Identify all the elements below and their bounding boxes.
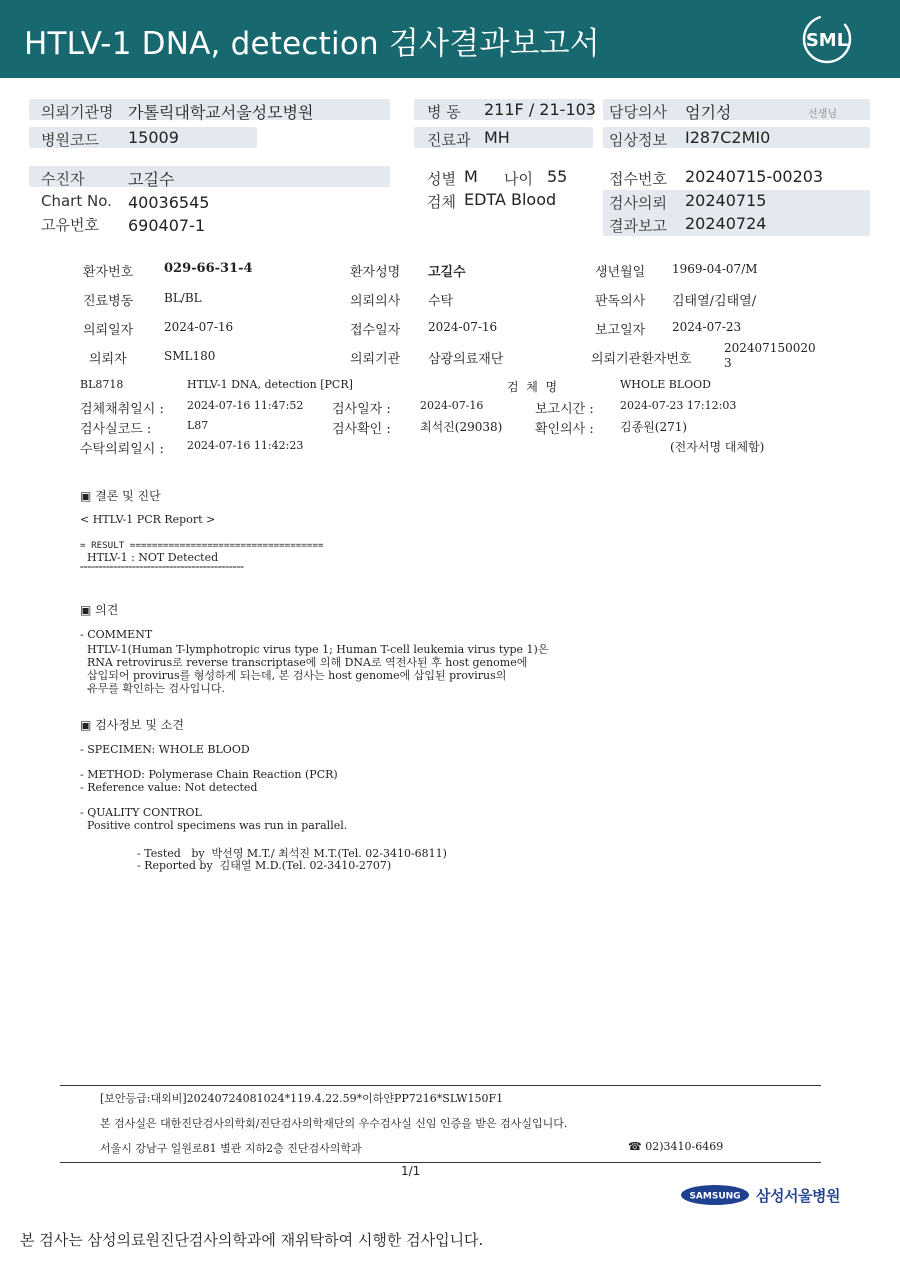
collect-value: 2024-07-16 11:47:52 [187,399,304,412]
qc-line-0: - QUALITY CONTROL [80,806,202,819]
dept-value: MH [484,128,510,147]
requesting-doctor-label: 의뢰의사 [350,294,401,309]
report-title: HTLV-1 DNA, detection 검사결과보고서 [24,26,600,62]
result-line-3: ============================================ [80,564,244,571]
bottom-note: 본 검사는 삼성의료원진단검사의학과에 재위탁하여 시행한 검사입니다. [20,1231,484,1249]
certification-line: 본 검사실은 대한진단검사의학회/진단검사의학재단의 우수검사실 신임 인증을 받은 검사실입니다. [100,1117,568,1130]
uid-value: 690407-1 [128,216,206,235]
comment-line-4: 유무를 확인하는 검사입니다. [80,682,225,695]
inst-patient-no-value-cont: 3 [724,356,732,370]
request-label: 검사의뢰 [609,194,667,212]
request-value: 20240715 [685,191,767,210]
result-line-1: = RESULT =================================== [80,540,324,551]
phone-line: ☎ 02)3410-6469 [628,1140,724,1153]
sex-value: M [464,167,478,186]
report-date-label: 보고일자 [595,323,646,338]
specimen-value: EDTA Blood [464,190,557,209]
institution-value: 가톨릭대학교서울성모병원 [128,103,314,122]
footer-rule-bottom [60,1162,821,1163]
specimen-name-label: 검 체 명 [507,380,558,394]
reported-by-line: - Reported by 김태열 M.D.(Tel. 02-3410-2707) [137,859,392,872]
clinical-label: 임상정보 [609,131,667,149]
receipt-label: 접수번호 [609,170,667,188]
inst-patient-no-value: 202407150020 [724,341,816,355]
doctor-label: 담당의사 [609,103,667,121]
tested-by-line: - Tested by 박선영 M.T./ 최석진 M.T.(Tel. 02-3410-6811) [137,847,447,860]
ward-label: 병 동 [427,103,461,121]
reading-doctor-label: 판독의사 [595,294,646,309]
ward-dept-label: 진료병동 [83,294,134,309]
hospital-code-value: 15009 [128,128,179,147]
requesting-inst-label: 의뢰기관 [350,352,401,367]
qc-line-1: Positive control specimens was run in parallel. [80,819,348,832]
comment-line-1: HTLV-1(Human T-lymphotropic virus type 1; Human T-cell leukemia virus type 1)은 [80,643,549,656]
reporttime-value: 2024-07-23 17:12:03 [620,399,737,412]
reading-doctor-value: 김태열/김태열/ [672,294,757,309]
test-name: HTLV-1 DNA, detection [PCR] [187,378,353,391]
doctor-value: 엄기성 [685,103,732,122]
svg-text:SML: SML [805,30,849,51]
receipt-value: 20240715-00203 [685,167,824,186]
address-line: 서울시 강남구 일원로81 별관 지하2층 진단검사의학과 [100,1142,362,1155]
testdate-label: 검사일자 : [332,402,391,417]
svg-text:SAMSUNG: SAMSUNG [689,1191,741,1202]
method-line-1: - Reference value: Not detected [80,781,258,794]
dept-label: 진료과 [427,131,471,149]
testdate-value: 2024-07-16 [420,399,484,412]
receipt-date-value: 2024-07-16 [428,320,498,334]
birth-label: 생년월일 [595,265,646,280]
patient-no-value: 029-66-31-4 [164,261,253,276]
request-date-value: 2024-07-16 [164,320,234,334]
comment-title: ▣ 의견 [80,603,119,617]
sml-logo-icon [798,13,856,65]
confirm-value: 최석진(29038) [420,420,503,434]
samsung-logo-icon [680,1183,750,1207]
pcr-report-title: < HTLV-1 PCR Report > [80,513,216,526]
doctor-suffix: 선생님 [808,109,837,120]
age-label: 나이 [504,170,533,188]
institution-label: 의뢰기관명 [41,103,114,121]
verify-value: 김종원(271) [620,420,688,434]
patient-value: 고길수 [128,170,175,189]
lab-code-value: L87 [187,419,209,432]
ward-dept-value: BL/BL [164,291,202,305]
chart-label: Chart No. [41,192,112,210]
test-info-title: ▣ 검사정보 및 소견 [80,718,184,732]
comment-line-0: - COMMENT [80,628,153,641]
report-value: 20240724 [685,214,767,233]
patient-name-label: 환자성명 [350,265,401,280]
specimen-line: - SPECIMEN: WHOLE BLOOD [80,743,250,756]
birth-value: 1969-04-07/M [672,262,758,276]
security-line: [보안등급:대외비]20240724081024*119.4.22.59*이하얀PP7216*SLW150F1 [100,1092,504,1105]
report-label: 결과보고 [609,217,667,235]
conclusion-title: ▣ 결론 및 진단 [80,489,161,503]
esign-note: (전자서명 대체함) [670,440,765,454]
uid-label: 고유번호 [41,216,99,234]
comment-line-3: 삽입되어 provirus를 형성하게 되는데, 본 검사는 host genome에 삽입된 provirus의 [80,669,507,682]
report-date-value: 2024-07-23 [672,320,742,334]
hospital-code-label: 병원코드 [41,131,99,149]
confirm-label: 검사확인 : [332,422,391,437]
chart-value: 40036545 [128,193,210,212]
inst-patient-no-label: 의뢰기관환자번호 [591,352,692,367]
method-line-0: - METHOD: Polymerase Chain Reaction (PCR) [80,768,338,781]
requesting-doctor-value: 수탁 [428,294,454,309]
lab-code-label: 검사실코드 : [80,422,152,437]
sex-label: 성별 [427,170,456,188]
collect-label: 검체채취일시 : [80,402,164,417]
result-line-2: HTLV-1 : NOT Detected [80,551,219,564]
comment-line-2: RNA retrovirus로 reverse transcriptase에 의해 DNA로 역전사된 후 host genome에 [80,656,528,669]
requesting-inst-value: 삼광의료재단 [428,352,504,367]
ward-value: 211F / 21-103 [484,100,596,119]
reporttime-label: 보고시간 : [535,402,594,417]
requester-label: 의뢰자 [89,352,127,367]
outsource-value: 2024-07-16 11:42:23 [187,439,304,452]
receipt-date-label: 접수일자 [350,323,401,338]
outsource-label: 수탁의뢰일시 : [80,442,164,457]
test-code: BL8718 [80,378,124,391]
specimen-label: 검체 [427,193,456,211]
footer-rule-top [60,1085,821,1086]
verify-label: 확인의사 : [535,422,594,437]
request-date-label: 의뢰일자 [83,323,134,338]
patient-no-label: 환자번호 [83,265,134,280]
age-value: 55 [547,167,568,186]
hospital-name: 삼성서울병원 [756,1187,840,1205]
clinical-value: I287C2MI0 [685,128,771,147]
patient-name-value: 고길수 [428,265,466,280]
patient-label: 수진자 [41,170,85,188]
requester-value: SML180 [164,349,216,363]
specimen-name-value: WHOLE BLOOD [620,378,711,391]
page-number: 1/1 [401,1164,421,1178]
report-header [0,0,900,78]
